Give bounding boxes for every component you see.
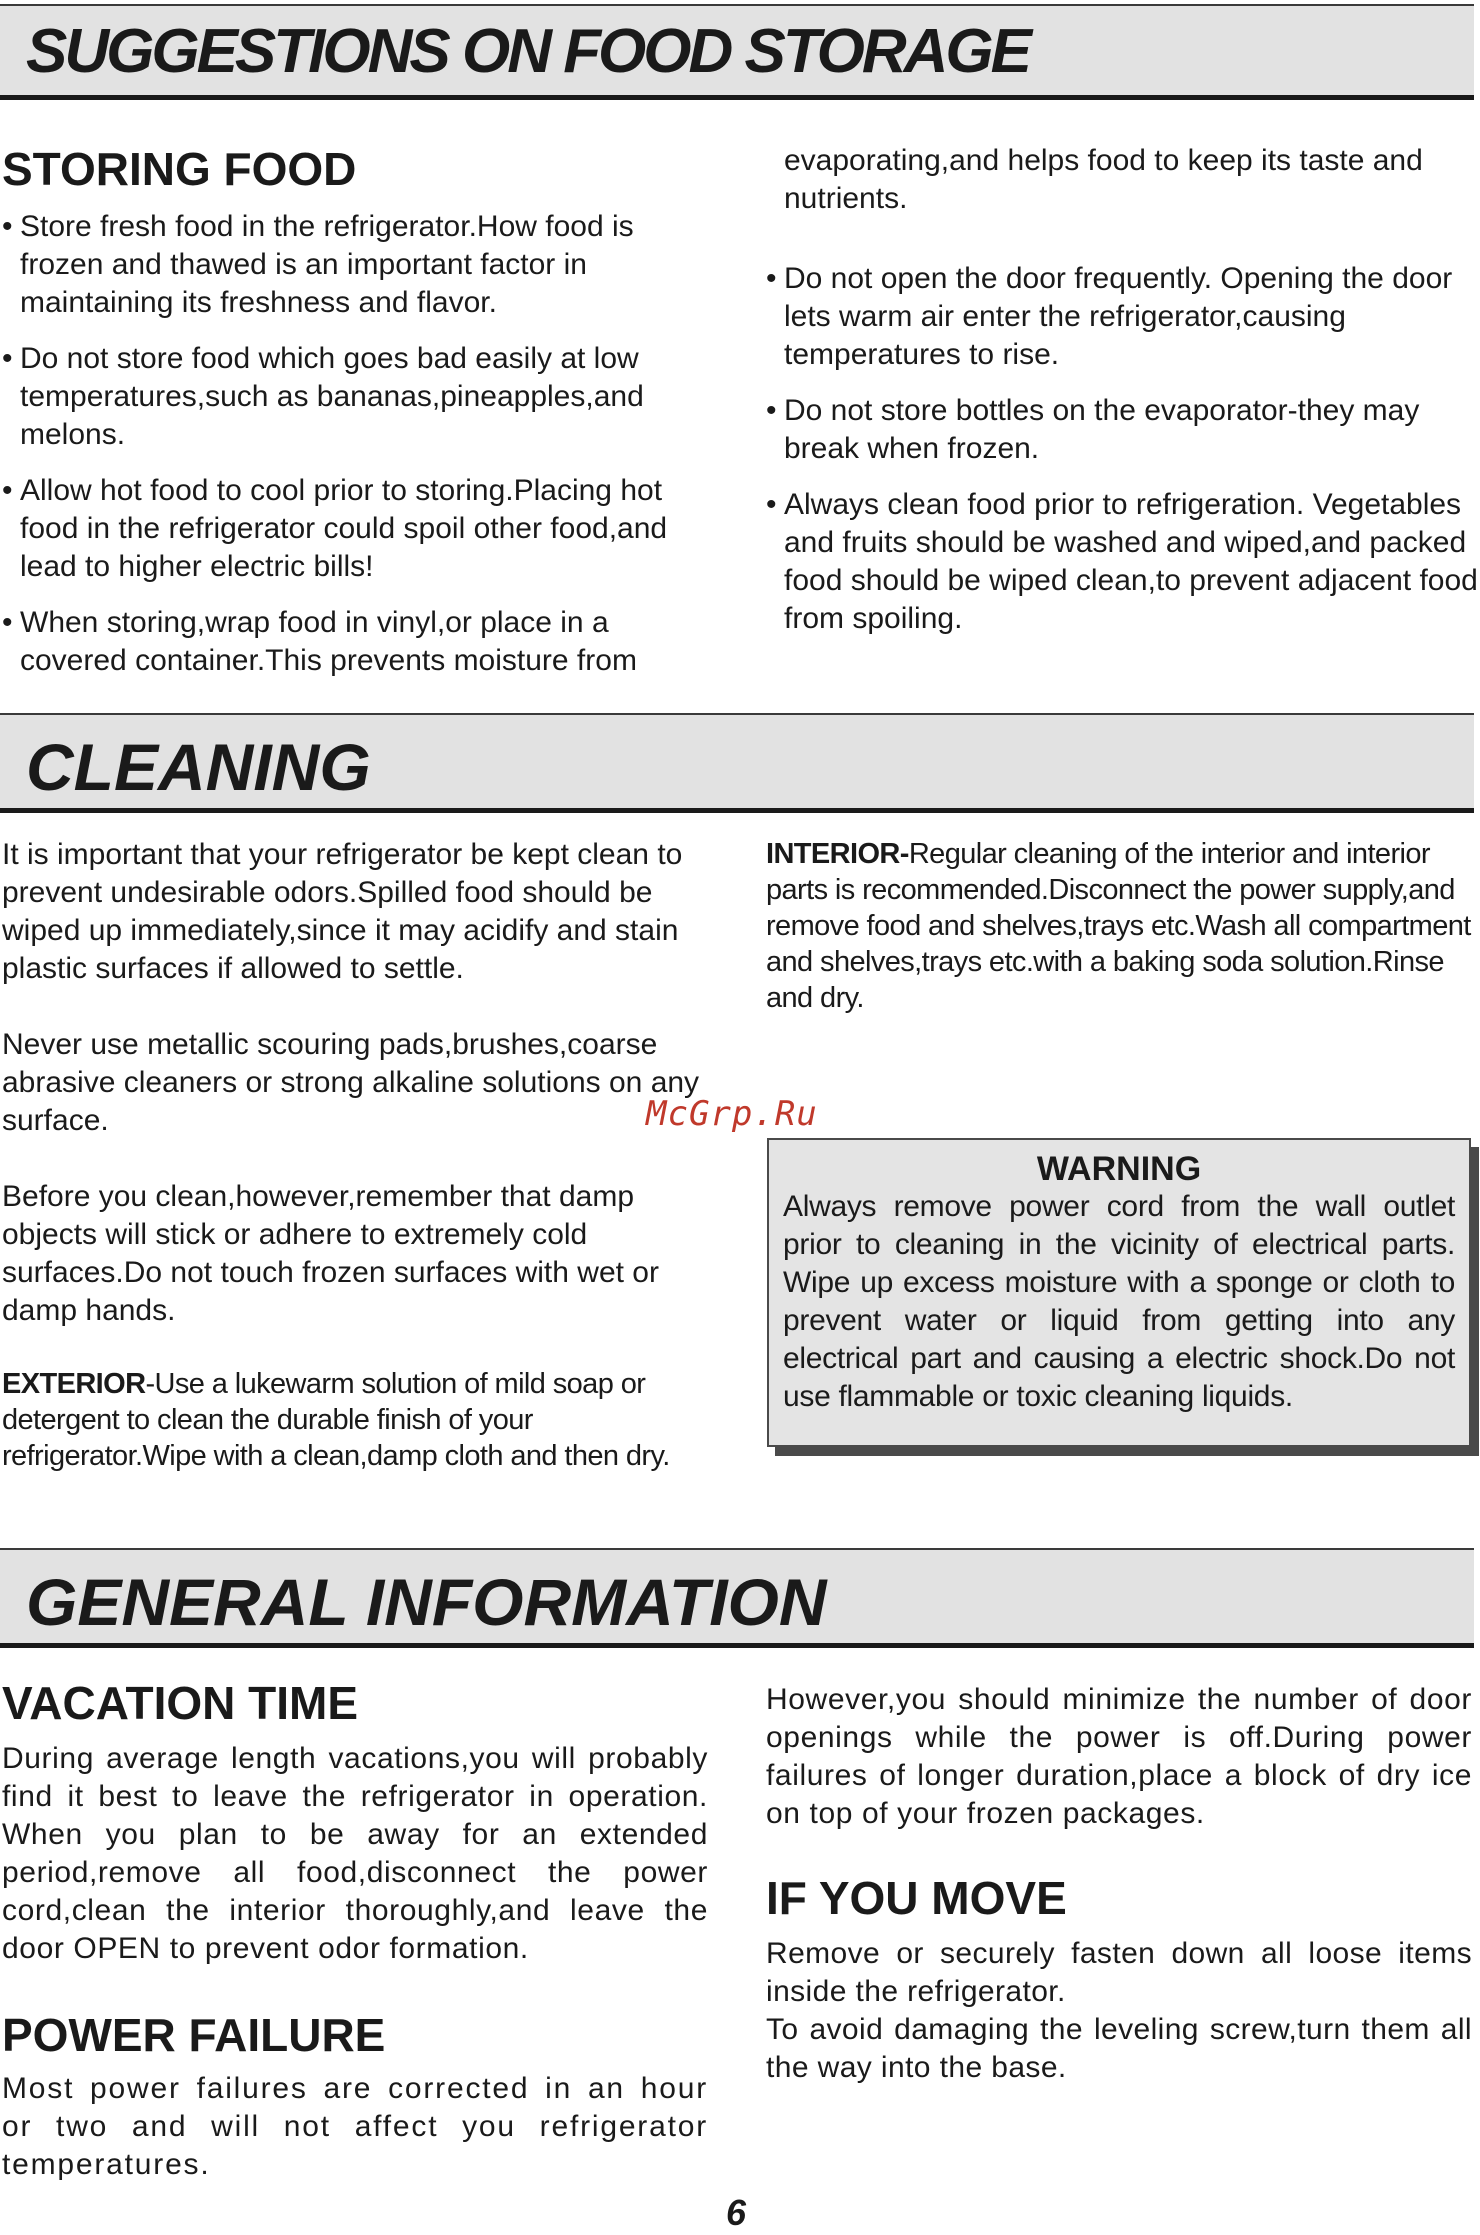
cleaning-paragraph: Before you clean,however,remember that damp objects will stick or adhere to extremely cold surfaces.Do not touch frozen surfaces with wet or damp hands. [2, 1180, 659, 1327]
power-failure-text-continued: However,you should minimize the number of door openings while the power is off.During power failures of longer duration,place a block of dry ice on top of your frozen packages. [766, 1683, 1472, 1830]
cleaning-paragraph: Never use metallic scouring pads,brushes,coarse abrasive cleaners or strong alkaline solutions on any surface. [2, 1028, 700, 1137]
power-failure-heading: POWER FAILURE [2, 2009, 386, 2061]
exterior-label: EXTERIOR [2, 1368, 146, 1400]
interior-paragraph [766, 836, 1478, 1016]
exterior-text: -Use a lukewarm solution of mild soap or detergent to clean the durable finish of your refrigerator.Wipe with a clean,damp cloth and then dry. [2, 1368, 670, 1472]
watermark-text: McGrp.Ru [646, 1094, 818, 1134]
storing-food-left-column [2, 142, 710, 680]
cleaning-right-column [766, 836, 1478, 1016]
storing-bullet: • Do not store food which goes bad easily at low temperatures,such as bananas,pineapples,and melons. [2, 340, 710, 454]
exterior-paragraph [2, 1366, 702, 1474]
storing-bullet: • Do not store bottles on the evaporator-they may break when frozen. [766, 392, 1478, 468]
if-you-move-heading: IF YOU MOVE [766, 1872, 1067, 1924]
page-number: 6 [726, 2192, 747, 2233]
interior-text: Regular cleaning of the interior and interior parts is recommended.Disconnect the power supply,and remove food and shelves,trays etc.Wash all compartment and shelves,trays etc.with a baking soda solution.Rinse and dry. [766, 838, 1471, 1014]
warning-text: Always remove power cord from the wall outlet prior to cleaning in the vicinity of electrical parts. Wipe up excess moisture with a sponge or cloth to prevent water or liquid from getting into any electrical part and causing a electric shock.Do not use flammable or toxic cleaning liquids. [783, 1190, 1455, 1413]
banner-title-storage: SUGGESTIONS ON FOOD STORAGE [26, 17, 1029, 86]
power-failure-text: Most power failures are corrected in an hour or two and will not affect you refrigerator temperatures. [2, 2072, 708, 2181]
section-banner-general [0, 1548, 1474, 1648]
warning-box [767, 1138, 1471, 1447]
storing-continuation: evaporating,and helps food to keep its taste and nutrients. [784, 144, 1423, 215]
cleaning-left-column [2, 836, 702, 1474]
warning-title: WARNING [1036, 1150, 1202, 1188]
banner-title-general: GENERAL INFORMATION [26, 1565, 827, 1639]
general-right-column [766, 1681, 1472, 2087]
vacation-heading: VACATION TIME [2, 1677, 359, 1729]
section-banner-storage [0, 4, 1474, 100]
general-left-column [2, 1676, 708, 2184]
storing-bullet: • Do not open the door frequently. Opening the door lets warm air enter the refrigerator,causing temperatures to rise. [766, 260, 1478, 374]
if-you-move-text: Remove or securely fasten down all loose items inside the refrigerator. [766, 1937, 1472, 2008]
storing-bullet: • Always clean food prior to refrigeration. Vegetables and fruits should be washed and wiped,and packed food should be wiped clean,to prevent adjacent food from spoiling. [766, 486, 1478, 638]
section-banner-cleaning [0, 713, 1474, 813]
storing-bullet: • When storing,wrap food in vinyl,or place in a covered container.This prevents moisture from [2, 604, 710, 680]
interior-label: INTERIOR- [766, 838, 909, 870]
storing-food-heading: STORING FOOD [2, 143, 357, 195]
banner-title-cleaning: CLEANING [26, 730, 371, 804]
storing-bullet: • Allow hot food to cool prior to storing.Placing hot food in the refrigerator could spoil other food,and lead to higher electric bills! [2, 472, 710, 586]
storing-food-right-column [766, 142, 1478, 638]
vacation-text: During average length vacations,you will probably find it best to leave the refrigerator in operation. When you plan to be away for an extended period,remove all food,disconnect the power cord,clean the interior thoroughly,and leave the door OPEN to prevent odor formation. [2, 1742, 708, 1965]
cleaning-paragraph: It is important that your refrigerator be kept clean to prevent undesirable odors.Spilled food should be wiped up immediately,since it may acidify and stain plastic surfaces if allowed to settle. [2, 838, 683, 985]
storing-bullet: • Store fresh food in the refrigerator.How food is frozen and thawed is an important factor in maintaining its freshness and flavor. [2, 208, 710, 322]
if-you-move-text: To avoid damaging the leveling screw,turn them all the way into the base. [766, 2013, 1472, 2084]
